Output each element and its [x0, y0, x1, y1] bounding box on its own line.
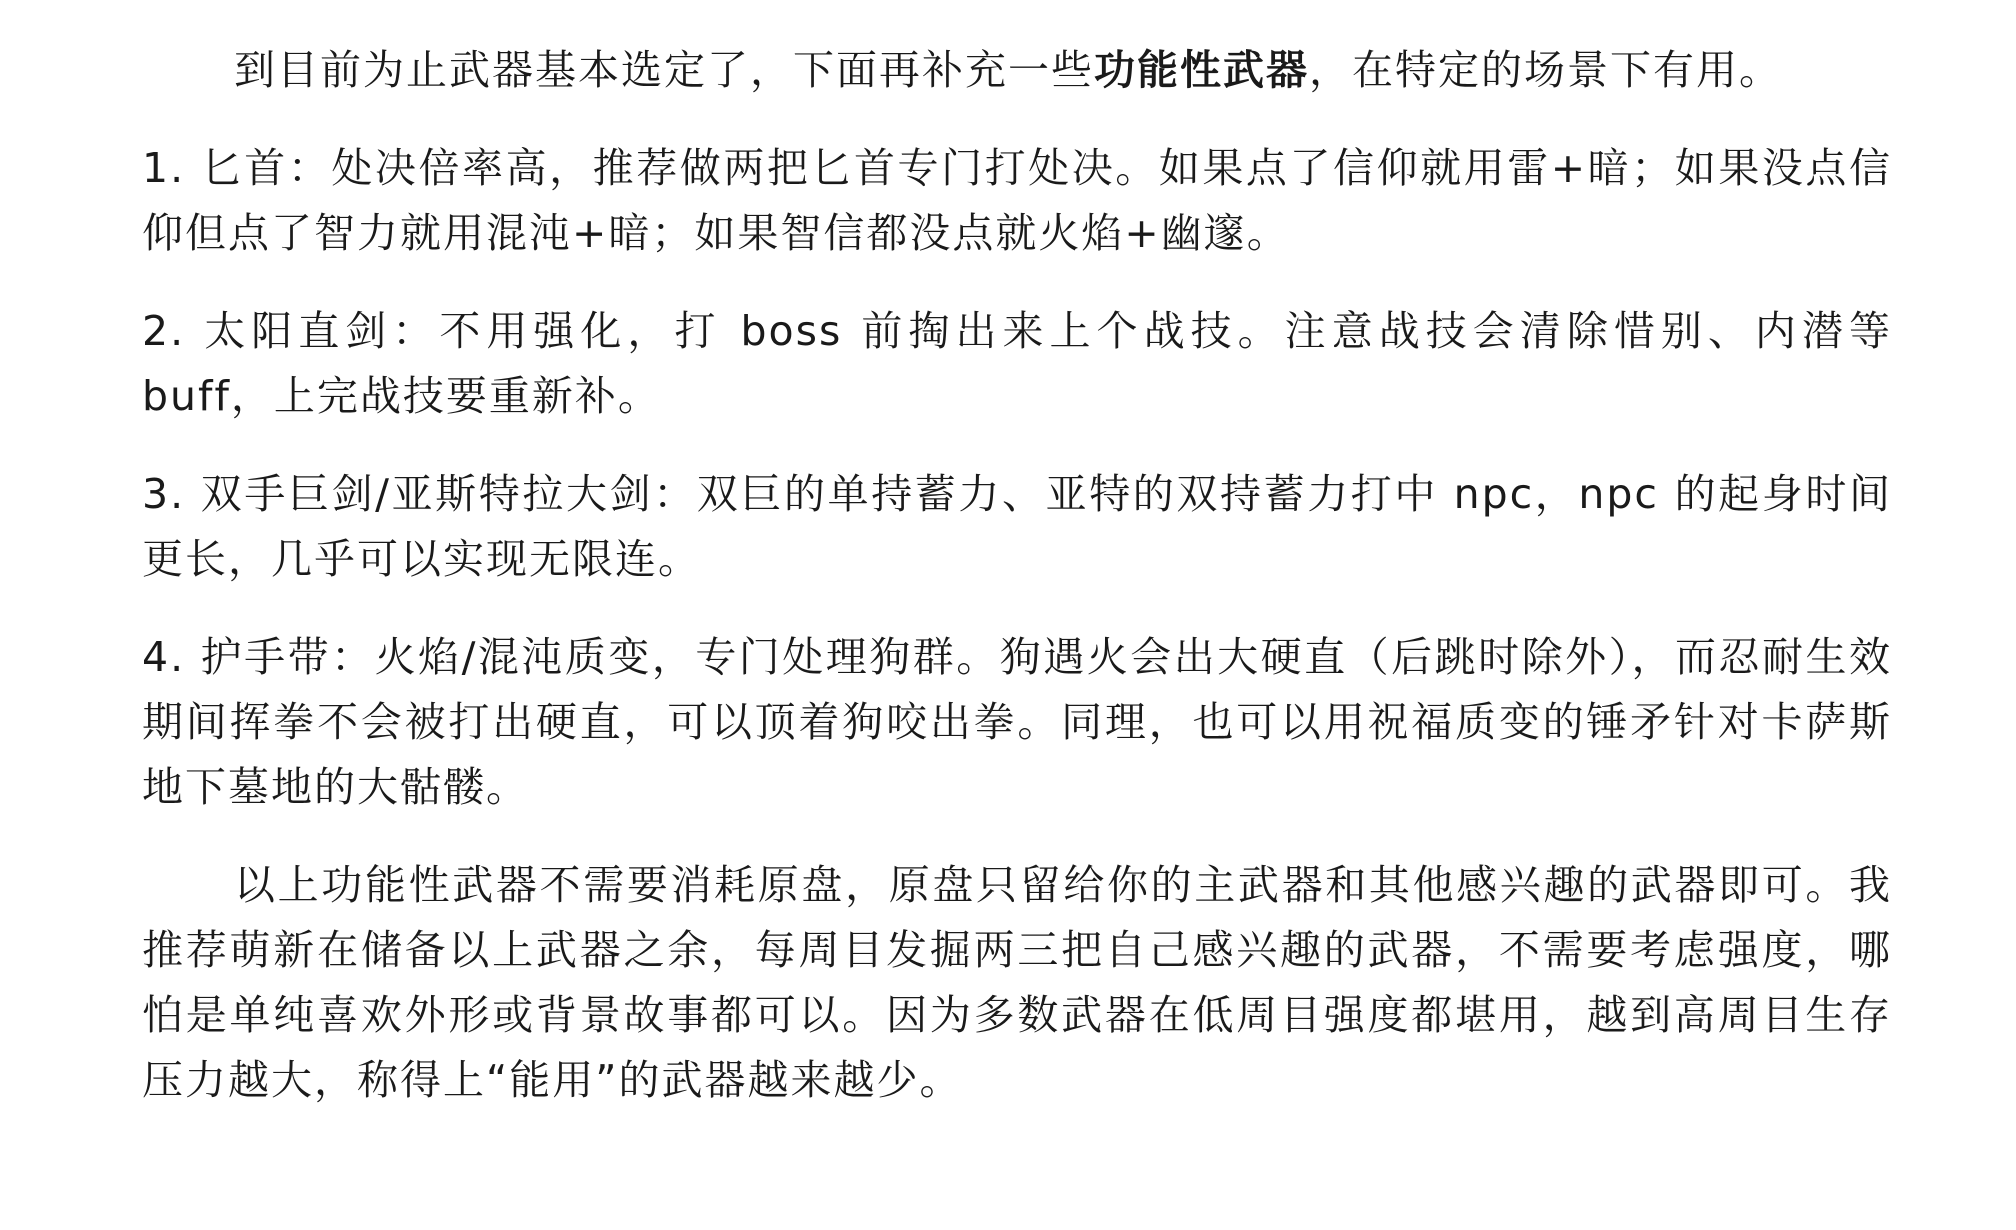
list-item-2 — [142, 299, 1892, 429]
list-item-3 — [142, 462, 1892, 592]
list-item-number: 2. — [142, 307, 186, 355]
list-item-number: 4. — [142, 633, 186, 681]
document-body — [142, 38, 1892, 1113]
list-item-text: 太阳直剑：不用强化，打 boss 前掏出来上个战技。注意战技会清除惜别、内潜等 buff，上完战技要重新补。 — [142, 307, 1892, 420]
list-item-4 — [142, 625, 1892, 820]
intro-text-before: 到目前为止武器基本选定了，下面再补充一些 — [234, 46, 1094, 94]
list-item-text: 护手带：火焰/混沌质变，专门处理狗群。狗遇火会出大硬直（后跳时除外），而忍耐生效期间挥拳不会被打出硬直，可以顶着狗咬出拳。同理，也可以用祝福质变的锤矛针对卡萨斯地下墓地的大骷髅。 — [142, 633, 1892, 811]
list-item-number: 3. — [142, 470, 186, 518]
list-item-text: 双手巨剑/亚斯特拉大剑：双巨的单持蓄力、亚特的双持蓄力打中 npc，npc 的起身时间更长，几乎可以实现无限连。 — [142, 470, 1892, 583]
list-item-1 — [142, 136, 1892, 266]
closing-paragraph: 以上功能性武器不需要消耗原盘，原盘只留给你的主武器和其他感兴趣的武器即可。我推荐萌新在储备以上武器之余，每周目发掘两三把自己感兴趣的武器，不需要考虑强度，哪怕是单纯喜欢外形或背景故事都可以。因为多数武器在低周目强度都堪用，越到高周目生存压力越大，称得上“能用”的武器越来越少。 — [142, 861, 1892, 1104]
list-item-text: 匕首：处决倍率高，推荐做两把匕首专门打处决。如果点了信仰就用雷+暗；如果没点信仰但点了智力就用混沌+暗；如果智信都没点就火焰+幽邃。 — [142, 144, 1892, 257]
list-item-number: 1. — [142, 144, 186, 192]
intro-bold-term: 功能性武器 — [1094, 46, 1309, 94]
intro-text-after: ，在特定的场景下有用。 — [1309, 46, 1782, 94]
intro-paragraph — [142, 38, 1892, 103]
